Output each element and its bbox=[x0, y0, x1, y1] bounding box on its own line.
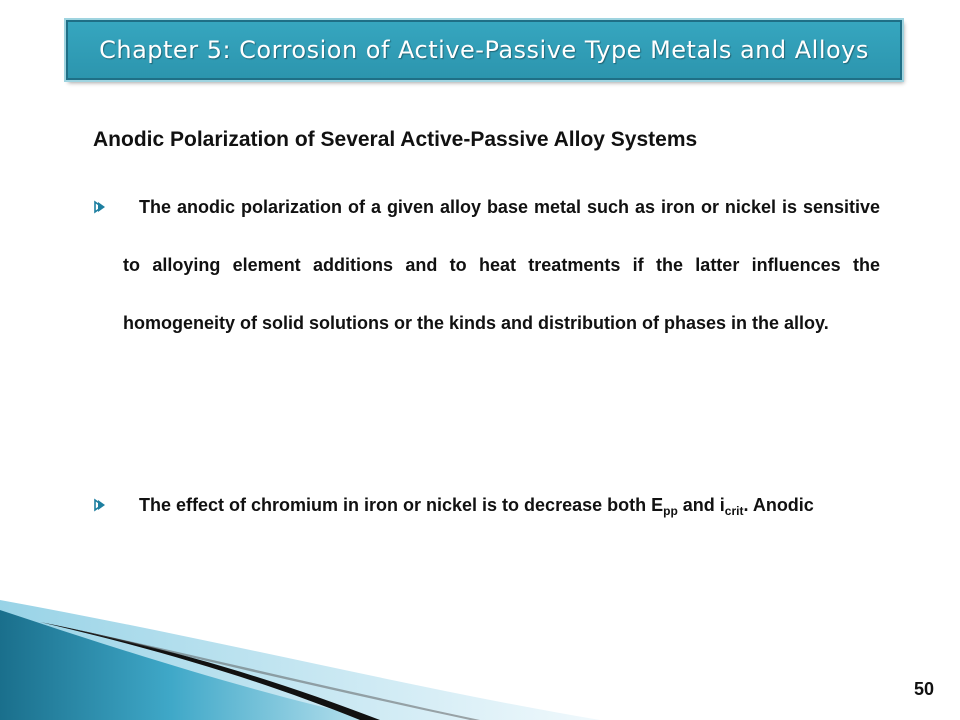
arrow-bullet-icon bbox=[93, 476, 107, 534]
corner-swoosh-decoration bbox=[0, 600, 600, 720]
subscript-pp: pp bbox=[663, 504, 678, 518]
bullet-text-2 bbox=[93, 476, 880, 540]
bullet-text-1: The anodic polarization of a given alloy base metal such as iron or nickel is sensitive to alloying element additions and to heat treatments if the latter influences the homogeneity of solid solutions or the kinds and distribution of phases in the alloy. bbox=[123, 197, 880, 333]
bullet-text-2-part-2: and i bbox=[677, 495, 725, 515]
page-number: 50 bbox=[913, 679, 934, 699]
slide-subtitle: Anodic Polarization of Several Active-Passive Alloy Systems bbox=[93, 128, 698, 151]
subscript-crit: crit bbox=[724, 504, 744, 518]
bullet-item-1 bbox=[93, 178, 880, 352]
arrow-bullet-icon bbox=[93, 178, 107, 236]
slide-title: Chapter 5: Corrosion of Active-Passive Type Metals and Alloys bbox=[99, 36, 869, 64]
bullet-text-2-part-1: The effect of chromium in iron or nickel is to decrease both E bbox=[139, 495, 664, 515]
bullet-item-2 bbox=[93, 476, 880, 540]
slide-title-bar bbox=[66, 20, 902, 80]
bullet-text-2-part-3: . Anodic bbox=[743, 495, 814, 515]
